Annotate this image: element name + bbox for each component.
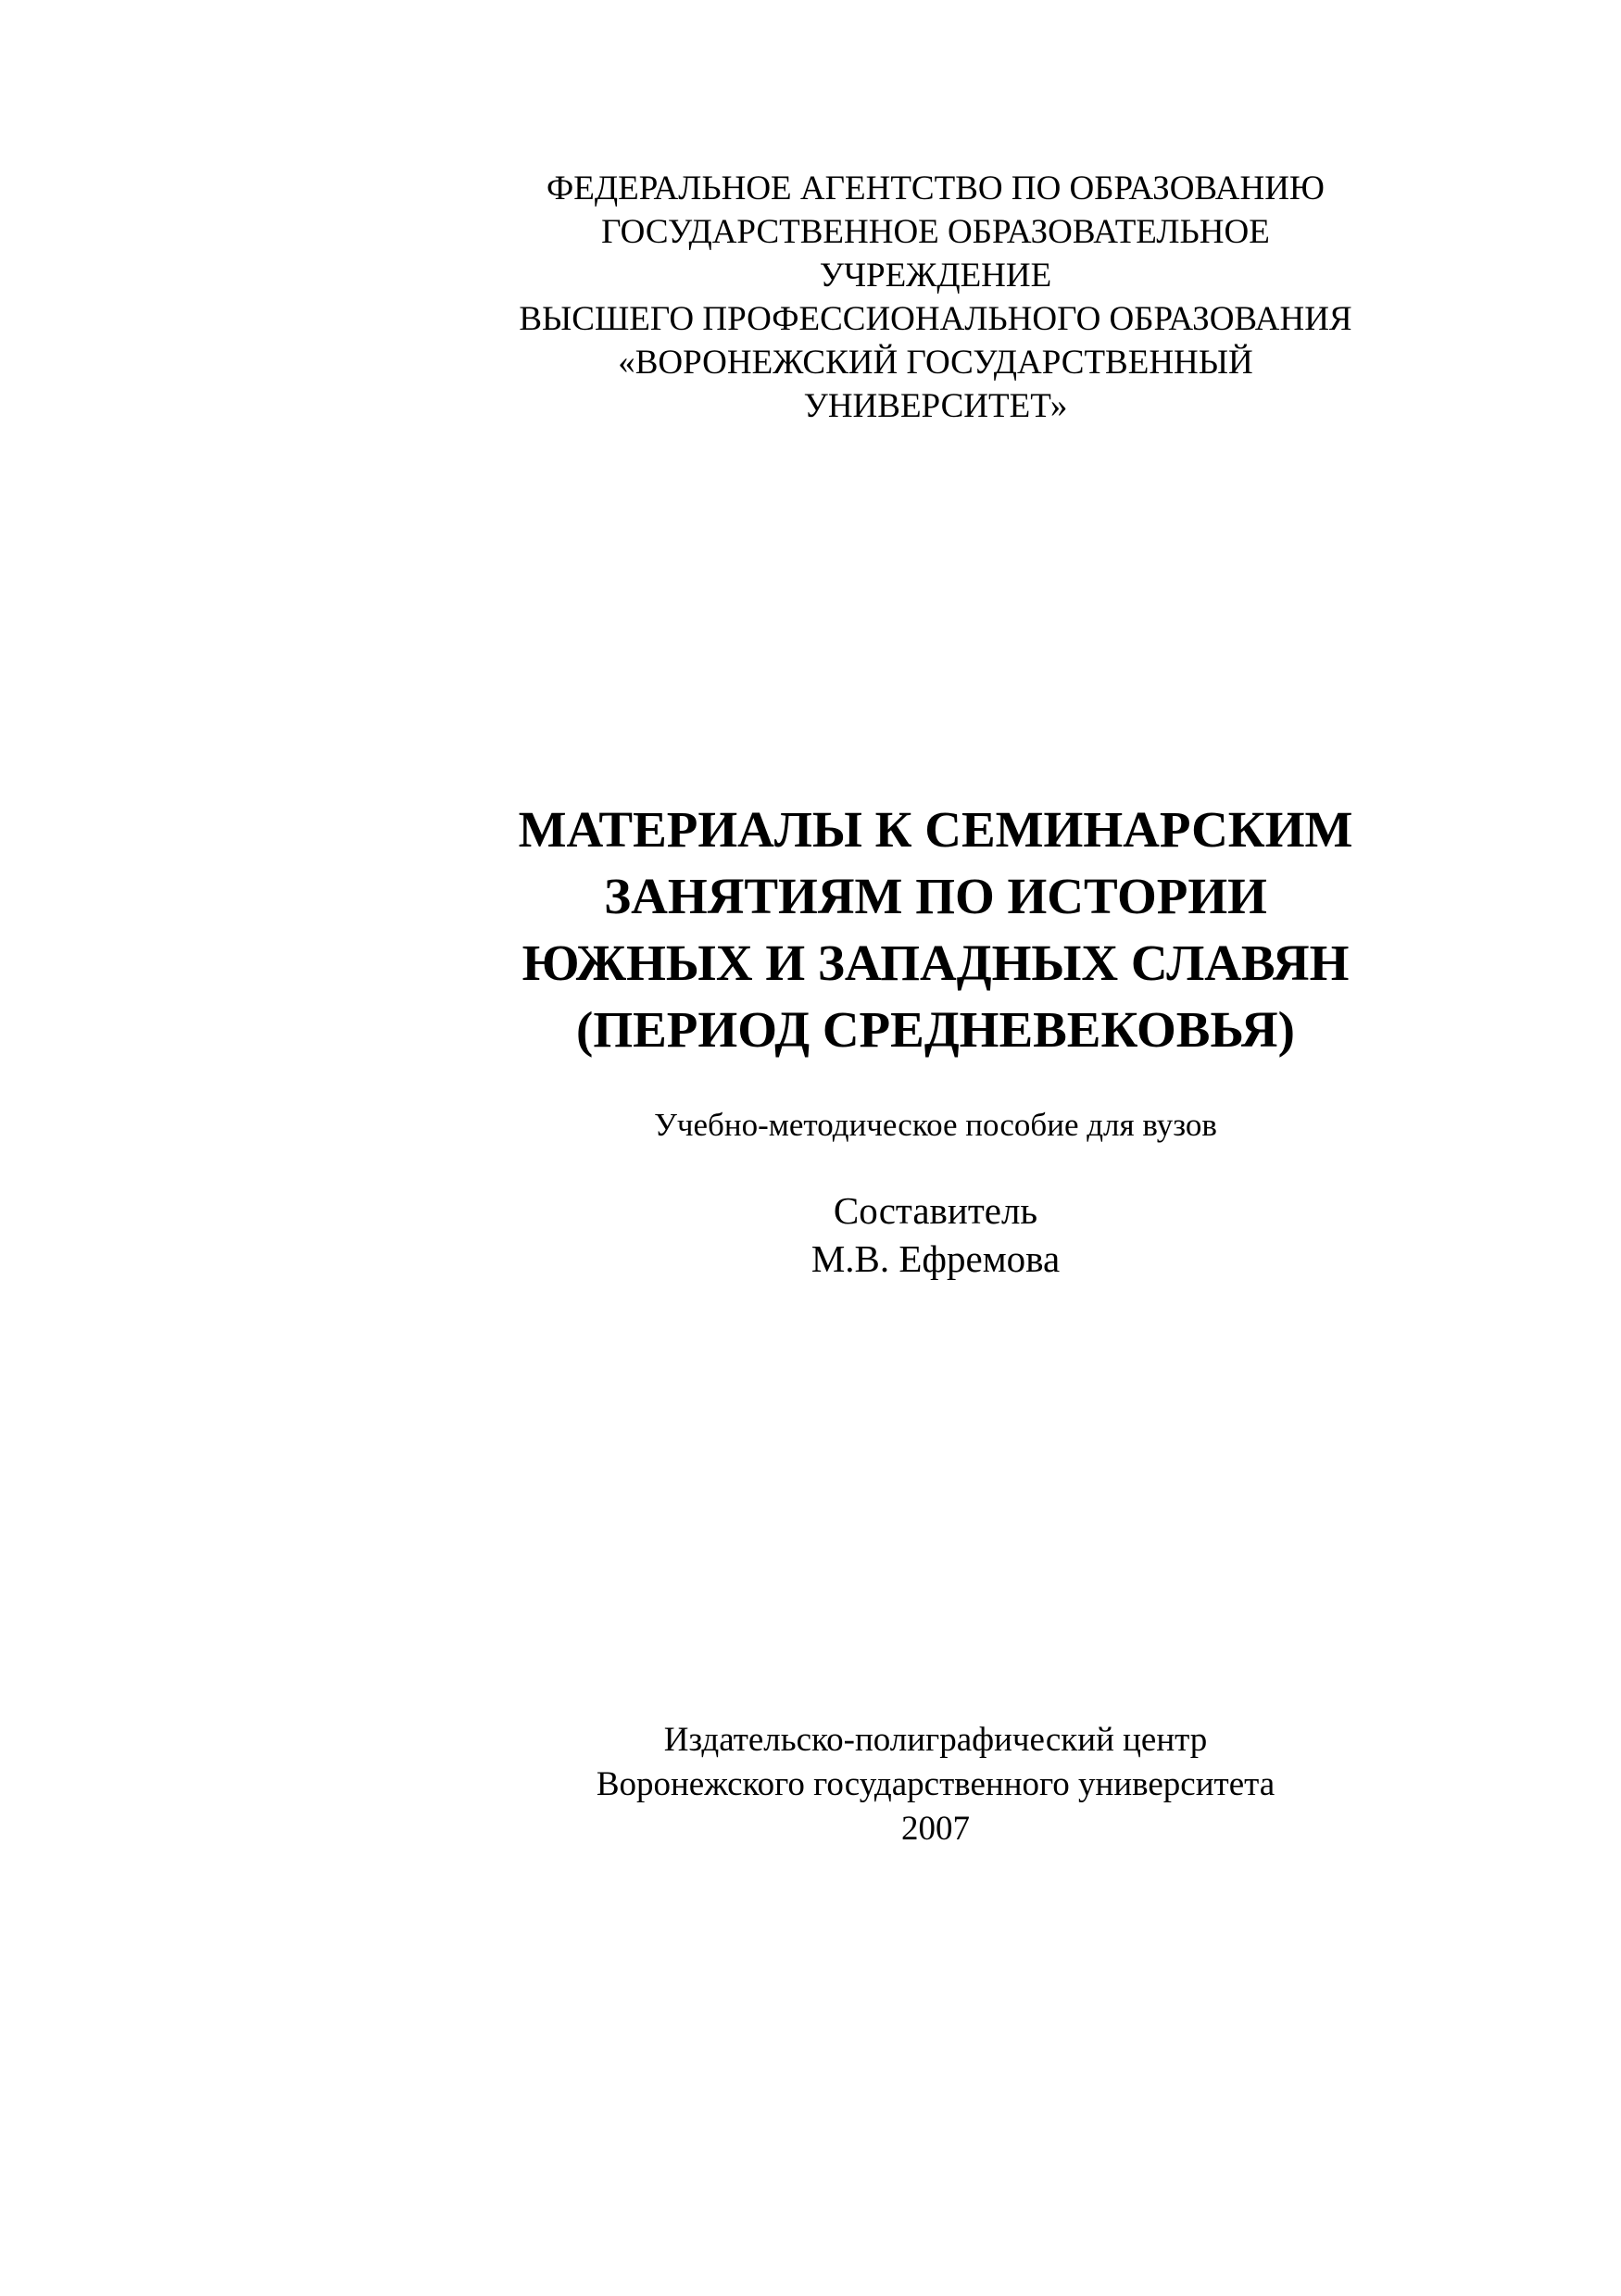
compiler-label: Составитель [833,1189,1038,1232]
publication-year: 2007 [901,1810,970,1848]
document-title [472,797,1399,1063]
header-line: «ВОРОНЕЖСКИЙ ГОСУДАРСТВЕННЫЙ [618,344,1253,382]
organization-header [472,167,1399,428]
title-line: (ПЕРИОД СРЕДНЕВЕКОВЬЯ) [576,1001,1295,1058]
header-line: УЧРЕЖДЕНИЕ [819,257,1052,295]
compiler-name: М.В. Ефремова [810,1237,1061,1280]
header-line: УНИВЕРСИТЕТ» [803,387,1068,425]
document-subtitle [472,1105,1399,1146]
header-line: ГОСУДАРСТВЕННОЕ ОБРАЗОВАТЕЛЬНОЕ [601,213,1270,251]
title-line: ЮЖНЫХ И ЗАПАДНЫХ СЛАВЯН [521,935,1350,991]
publisher-block [472,1718,1399,1851]
title-line: ЗАНЯТИЯМ ПО ИСТОРИИ [604,868,1267,924]
title-line: МАТЕРИАЛЫ К СЕМИНАРСКИМ [518,801,1353,858]
subtitle-text: Учебно-методическое пособие для вузов [654,1107,1217,1143]
header-line: ФЕДЕРАЛЬНОЕ АГЕНТСТВО ПО ОБРАЗОВАНИЮ [547,169,1325,207]
header-line: ВЫСШЕГО ПРОФЕССИОНАЛЬНОГО ОБРАЗОВАНИЯ [519,300,1352,338]
publisher-line: Воронежского государственного университета [596,1765,1275,1803]
compiler-block [472,1186,1399,1283]
publisher-line: Издательско-полиграфический центр [663,1721,1208,1759]
